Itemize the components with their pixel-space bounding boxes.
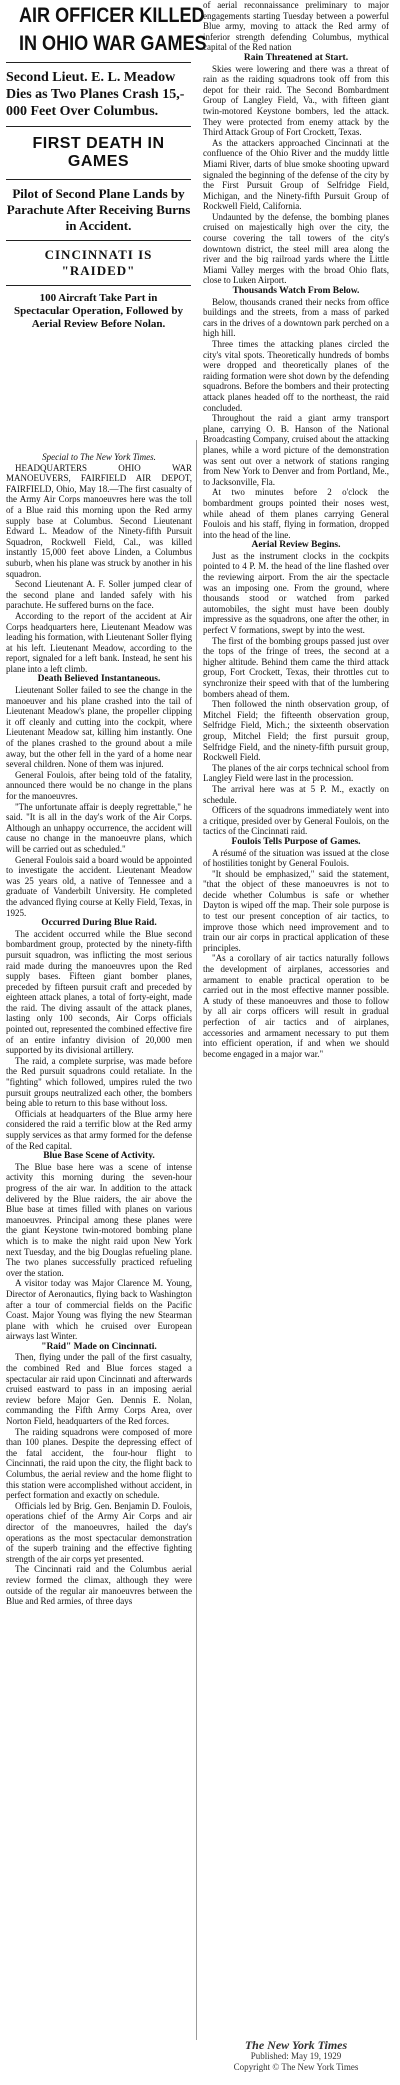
paragraph: The first of the bombing groups passed just over the tops of the fringe of trees, the second at a higher altitude. Behind them came the third attack group, Fort Crockett, Texas, their throttles cut to synchronize their speed with that of the lumbering bombers ahead of them. — [203, 635, 389, 699]
divider — [6, 179, 191, 180]
column-divider — [196, 440, 197, 2040]
paragraph: Officials at headquarters of the Blue army here considered the raid a terrific blow at the Red army supply services as that army formed for the defense of the Red capital. — [6, 1108, 192, 1151]
paragraph: Undaunted by the defense, the bombing planes cruised on majestically high over the city, the course covering the tall towers of the city's downtown district, the steel mill area along the river and the big railroad yards where the Little Miami Valley merges with the broad Ohio flats, close to Luken Airport. — [203, 211, 389, 286]
subheading: Foulois Tells Purpose of Games. — [231, 836, 361, 847]
divider — [6, 240, 191, 241]
paragraph: At two minutes before 2 o'clock the bombardment groups pointed their noses west, while ahead of them planes carrying General Foulois and his staff, flying in formation, dropped into the head of the line. — [203, 487, 389, 540]
deck-1: Second Lieut. E. L. Meadow Dies as Two Planes Crash 15,- 000 Feet Over Columbus. — [6, 70, 185, 119]
main-headline-line-2: IN OHIO WAR GAMES — [18, 32, 207, 55]
paragraph: Officers of the squadrons immediately went into a critique, presided over by General Foulois, on the tactics of the Cincinnati raid. — [203, 805, 389, 837]
paragraph: The planes of the air corps technical school from Langley Field were last in the procession. — [203, 762, 389, 784]
subheading: Rain Threatened at Start. — [243, 52, 349, 63]
paragraph: A visitor today was Major Clarence M. Young, Director of Aeronautics, flying back to Washington after a tour of commercial fields on the Pacific Coast. Major Young was flying the new Stearman plane with which he cruised over European airways last Winter. — [6, 1278, 192, 1342]
divider — [6, 126, 191, 127]
paragraph: General Foulois said a board would be appointed to investigate the accident. Lieutenant Meadow was 25 years old, a native of Tennessee and a graduate of Vanderbilt University. He completed the advanced flying course at Kelly Field, Texas, in 1925. — [6, 854, 192, 918]
paragraph: Skies were lowering and there was a threat of rain as the raiding squadrons took off from this depot for their raid. The Second Bombardment Group of Langley Field, Va., with fifteen giant twin-motored Keystone bombers, led the attack. They were protected from enemy attack by the Third Attack Group of Fort Crockett, Texas. — [203, 63, 389, 138]
paragraph: The raid, a complete surprise, was made before the Red pursuit squadrons could retaliate. In the "fighting" which followed, umpires ruled the two pursuit groups neutralized each other, the bombers being able to return to this base without loss. — [6, 1055, 192, 1109]
paragraph: As the attackers approached Cincinnati at the confluence of the Ohio River and the muddy little Miami River, darts of blue smoke shooting upward signaled the beginning of the defense of the city by the First Pursuit Group of Selfridge Field, Michigan, and the Ninety-fifth Pursuit Group of Rockwell Field, California. — [203, 137, 389, 212]
paragraph: The accident occurred while the Blue second bombardment group, protected by the ninety-fifth pursuit squadron, was inflicting the most serious raid made during the manoeuvres upon the Red supply bases. Fifteen giant bomber planes, preceded by fifteen pursuit craft and preceded by eighteen attack planes, a total of forty-eight, made the raid. The diving assault of the attack planes, lasting only 100 seconds, Air Corps officials pointed out, represented the combined effective fire of an entire infantry division of 20,000 men supported by its divisional artillery. — [6, 928, 193, 1056]
headline-block — [0, 4, 207, 331]
paragraph: Lieutenant Soller failed to see the change in the manoeuver and his plane crashed into the tail of Lieutenant Meadow's plane, the propeller clipping it off cleanly and cutting into the cockpit, where Lieutenant Meadow sat, killing him instantly. One of the planes crashed to the ground about a mile away, but the other fell in the yard of a home near several children. None of them was injured. — [6, 685, 192, 770]
paragraph: A résumé of the situation was issued at the close of hostilities tonight by General Foulois. — [203, 847, 389, 869]
paragraph: The arrival here was at 5 P. M., exactly on schedule. — [203, 783, 389, 805]
subheading: Thousands Watch From Below. — [232, 286, 360, 297]
subheading: Blue Base Scene of Activity. — [43, 1151, 155, 1162]
right-column — [203, 0, 389, 1059]
paragraph: The Blue base here was a scene of intense activity this morning during the seven-hour progress of the air war. In addition to the attack delivered by the Blue raiders, the air above the Blue base at times filled with planes on various manoeuvres. Principal among these planes were the giant Keystone twin-motored bombing plane which is to make the night raid upon New York next Tuesday, and the big Douglas refueling plane. The two planes successfully practiced refueling over the station. — [6, 1161, 192, 1278]
paragraph: Just as the instrument clocks in the cockpits pointed to 4 P. M. the head of the line flashed over the reviewing airport. From the air the spectacle was an imposing one. From the ground, where thousands stood or watched from parked automobiles, the sight must have been doubly impressive as the squadrons, one after the other, in perfect V formations, swept by into the west. — [203, 550, 389, 636]
paragraph: Three times the attacking planes circled the city's vital spots. Theoretically hundreds of bombs were dropped and theoretically planes of the raiding formation were shot down by the defending squadrons. Before the bombers and their protecting attack planes headed off to the northeast, the raid concluded. — [203, 339, 389, 413]
paragraph: According to the report of the accident at Air Corps headquarters here, Lieutenant Meadow was leading his formation, with Lieutenant Soller flying at his left. Lieutenant Meadow, according to the report, signaled for a left bank. Instead, he sent his plane into a left climb. — [6, 610, 192, 674]
paragraph: Second Lieutenant A. F. Soller jumped clear of the second plane and landed safely with his parachute. He suffered burns on the face. — [6, 579, 192, 611]
divider — [6, 62, 191, 63]
paragraph: Officials led by Brig. Gen. Benjamin D. Foulois, operations chief of the Army Air Corps and air director of the manoeuvres, hailed the day's operations as the most spectacular demonstration of the superb training and the effective fighting strength of the air corps yet presented. — [6, 1500, 192, 1564]
nyt-logo: The New York Times — [244, 2038, 348, 2052]
deck-3: Pilot of Second Plane Lands by Parachute After Receiving Burns in Accident. — [6, 186, 191, 233]
deck-2: FIRST DEATH IN GAMES — [32, 135, 165, 170]
paragraph: General Foulois, after being told of the fatality, announced there would be no change in the plans for the manoeuvres. — [6, 769, 192, 801]
paragraph: Then, flying under the pall of the first casualty, the combined Red and Blue forces staged a spectacular air raid upon Cincinnati and afterwards cruised eastward to pass in an imposing aerial review before Major Gen. Dennis E. Nolan, commanding the Fifth Army Corps Area, over Norton Field, headquarters of the Red forces. — [6, 1352, 192, 1427]
paragraph: HEADQUARTERS OHIO WAR MANOEUVERS, FAIRFIELD AIR DEPOT, FAIRFIELD, Ohio, May 18.—The first casualty of the Army Air Corps manoeuvres here was the toll of a Blue raid this morning upon the Red army supply base at Columbus. Second Lieutenant Edward L. Meadow of the Ninety-fifth Pursuit Squadron, Rockwell Field, Cal., was killed instantly 15,000 feet above Linden, a Columbus suburb, when his plane was struck by another in his squadron. — [6, 462, 192, 579]
paragraph: Throughout the raid a giant army transport plane, carrying O. B. Hanson of the National Broadcasting Company, cruised about the attacking planes, while a word picture of the demonstration was sent out over a network of stations ranging from New York to Denver and from Portland, Me., to Jacksonville, Fla. — [203, 413, 389, 487]
paragraph: The raiding squadrons were composed of more than 100 planes. Despite the depressing effect of the fatal accident, the four-hour flight to Cincinnati, the raid upon the city, the flight back to Columbus, the aerial review and the home flight to this station were accomplished without accident, in perfect formation and exactly on schedule. — [6, 1426, 192, 1501]
paragraph: "As a corollary of air tactics naturally follows the development of airplanes, accessories and armament to enable practical operation to be carried out in the most effective manner possible. A study of these manoeuvres and those to follow by all air corps officers will result in gradual perfection of air tactics and of airplanes, accessories and armament necessary to put them into efficient operation, if and when we should become engaged in a major war." — [203, 953, 389, 1059]
main-headline-line-1: AIR OFFICER KILLED — [18, 4, 205, 27]
footer-credit — [203, 2040, 389, 2073]
subheading: Occurred During Blue Raid. — [41, 918, 157, 929]
paragraph: Then followed the ninth observation group, of Mitchel Field; the fifteenth observation group, Selfridge Field, Mich.; the sixteenth observation group, Mitchel Field; the first pursuit group, Selfridge Field, and the ninety-fifth pursuit group, Rockwell Field. — [203, 699, 389, 763]
subheading: "Raid" Made on Cincinnati. — [41, 1341, 157, 1352]
paragraph: The Cincinnati raid and the Columbus aerial review formed the climax, although they were outside of the regular air manoeuvres between the Blue and Red armies, of three days — [6, 1564, 192, 1607]
paragraph: Below, thousands craned their necks from office buildings and the streets, from a mass of parked cars in the drives of a downtown park perched on a high hill. — [203, 296, 389, 339]
subheading: Death Believed Instantaneous. — [37, 674, 161, 685]
subheading: Aerial Review Begins. — [251, 540, 341, 551]
divider — [6, 285, 191, 286]
copyright-notice: Copyright © The New York Times — [233, 2062, 359, 2072]
deck-4: CINCINNATI IS "RAIDED" — [44, 247, 153, 278]
byline: Special to The New York Times. — [42, 452, 156, 462]
paragraph: of aerial reconnaissance preliminary to major engagements starting Tuesday between a powerful Blue army, moving to attack the Red army of inferior strength defending Columbus, mythical capital of the Red nation — [203, 0, 389, 53]
published-date: Published: May 19, 1929 — [250, 2051, 342, 2061]
deck-5: 100 Aircraft Take Part in Spectacular Operation, Followed by Aerial Review Before Nolan. — [13, 292, 184, 330]
left-column — [6, 452, 192, 1607]
paragraph: "It should be emphasized," said the statement, "that the object of these manoeuvres is not to decide whether Columbus is safe or whether Dayton is wiped off the map. Their sole purpose is to test our present conception of air tactics, to improve those which need improvement and to train our air corps in practical application of these principles. — [203, 868, 389, 953]
paragraph: "The unfortunate affair is deeply regrettable," he said. "It is all in the day's work of the Air Corps. Although an unhappy occurrence, the accident will cause no change in the manoeuvre plans, which will be carried out as scheduled." — [6, 801, 192, 854]
